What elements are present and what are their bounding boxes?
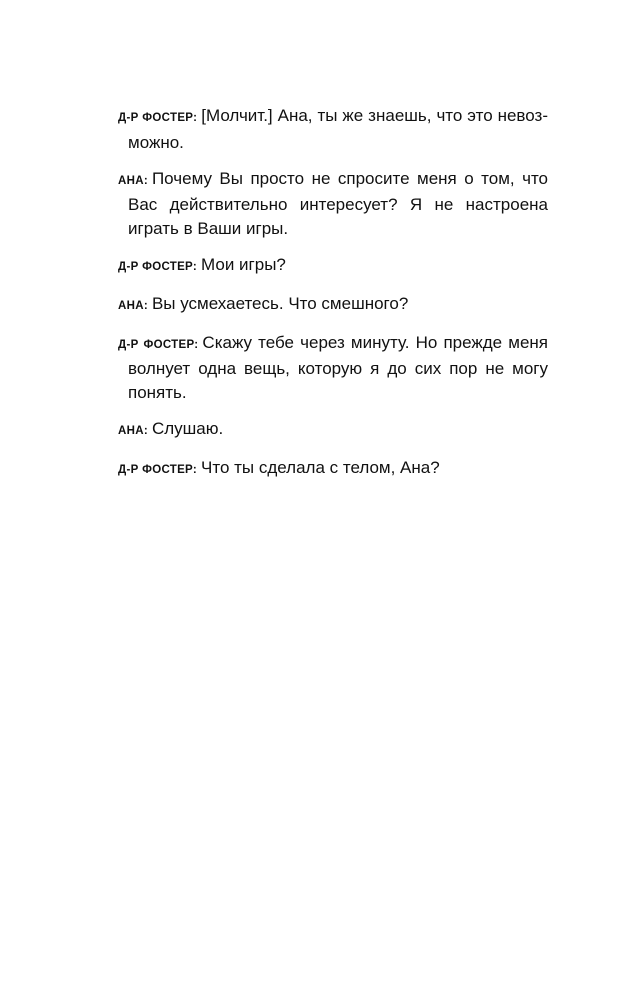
dialogue-text: Почему Вы просто не спросите меня о том, что Вас действительно интересует? Я не настроена играть в Ваши игры. [128, 168, 548, 238]
dialogue-text: Вы усмехаетесь. Что смешного? [151, 293, 409, 313]
speaker-label: Д-Р ФОСТЕР: [118, 463, 198, 476]
dialogue-text: Что ты сделала с телом, Ана? [201, 457, 440, 477]
dialogue-line [118, 417, 548, 444]
dialogue-page [118, 104, 548, 495]
dialogue-text: [Молчит.] Ана, ты же знаешь, что это невозможно. [128, 106, 549, 152]
speaker-label: АНА: [118, 299, 148, 312]
dialogue-line [118, 167, 548, 241]
speaker-label: АНА: [118, 424, 148, 437]
dialogue-line [118, 331, 548, 405]
dialogue-text: Слушаю. [151, 418, 224, 438]
dialogue-line [118, 292, 548, 319]
speaker-label: Д-Р ФОСТЕР: [118, 338, 199, 351]
speaker-label: АНА: [118, 174, 148, 187]
speaker-label: Д-Р ФОСТЕР: [118, 260, 198, 273]
dialogue-text: Скажу тебе через минуту. Но прежде меня волнует одна вещь, которую я до сих пор не могу понять. [128, 332, 548, 402]
dialogue-line [118, 456, 548, 483]
dialogue-text: Мои игры? [201, 254, 286, 274]
dialogue-line [118, 104, 548, 154]
dialogue-line [118, 253, 548, 280]
speaker-label: Д-Р ФОСТЕР: [118, 112, 198, 124]
